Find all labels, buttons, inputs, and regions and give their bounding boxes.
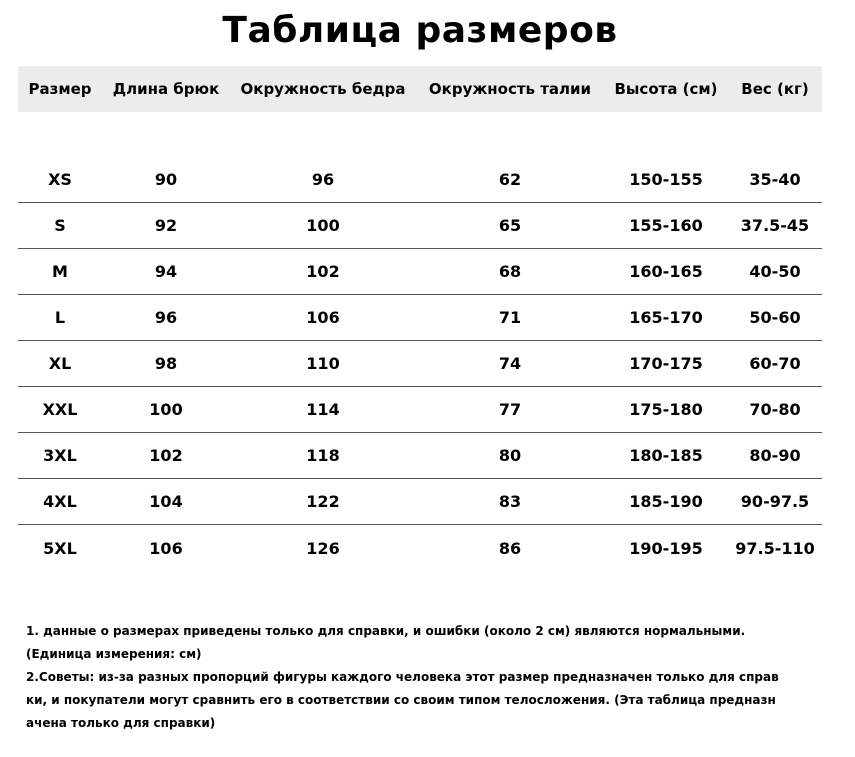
cell-pants-length: 92 <box>154 216 178 235</box>
cell-waist: 65 <box>498 216 522 235</box>
cell-height: 170-175 <box>629 354 703 373</box>
cell-height: 165-170 <box>629 308 703 327</box>
cell-pants-length: 90 <box>154 170 178 189</box>
cell-weight: 35-40 <box>749 170 801 189</box>
cell-size: 5XL <box>43 538 77 558</box>
cell-height: 175-180 <box>629 400 703 419</box>
cell-pants-length: 102 <box>149 446 183 465</box>
cell-weight: 60-70 <box>749 354 801 373</box>
cell-hip: 96 <box>311 170 335 189</box>
cell-size: XS <box>48 170 72 189</box>
table-row <box>18 387 822 433</box>
cell-height: 180-185 <box>629 446 703 465</box>
note-line: 2.Советы: из-за разных пропорций фигуры каждого человека этот размер предназначен только для справ <box>26 670 779 684</box>
table-row <box>18 295 822 341</box>
header-size: Размер <box>28 80 92 98</box>
cell-height: 155-160 <box>629 216 703 235</box>
cell-hip: 114 <box>306 400 340 419</box>
cell-weight: 37.5-45 <box>740 216 810 235</box>
cell-weight: 80-90 <box>749 446 801 465</box>
cell-pants-length: 94 <box>154 262 178 281</box>
note-line: (Единица измерения: см) <box>26 647 202 661</box>
cell-hip: 118 <box>306 446 340 465</box>
cell-height: 190-195 <box>629 538 703 558</box>
cell-hip: 126 <box>306 538 340 558</box>
cell-height: 160-165 <box>629 262 703 281</box>
table-row <box>18 525 822 571</box>
cell-size: XXL <box>42 400 78 419</box>
cell-weight: 97.5-110 <box>735 538 815 558</box>
table-row <box>18 157 822 203</box>
cell-size: 4XL <box>43 492 77 511</box>
table-header-row <box>18 66 822 112</box>
cell-size: L <box>54 308 66 327</box>
table-row <box>18 433 822 479</box>
size-table <box>18 66 822 571</box>
cell-weight: 50-60 <box>749 308 801 327</box>
cell-waist: 77 <box>498 400 522 419</box>
table-spacer <box>18 112 822 157</box>
cell-waist: 71 <box>498 308 522 327</box>
page-title: Таблица размеров <box>222 10 618 51</box>
cell-size: 3XL <box>43 446 77 465</box>
cell-waist: 74 <box>498 354 522 373</box>
cell-pants-length: 98 <box>154 354 178 373</box>
header-hip: Окружность бедра <box>240 80 406 98</box>
cell-size: S <box>54 216 66 235</box>
table-row <box>18 249 822 295</box>
cell-size: M <box>52 262 68 281</box>
header-waist: Окружность талии <box>428 80 592 98</box>
note-line: 1. данные о размерах приведены только для справки, и ошибки (около 2 см) являются нормальными. <box>26 624 746 638</box>
cell-weight: 90-97.5 <box>740 492 810 511</box>
cell-hip: 122 <box>306 492 340 511</box>
cell-pants-length: 96 <box>154 308 178 327</box>
table-row <box>18 203 822 249</box>
table-row <box>18 341 822 387</box>
cell-hip: 110 <box>306 354 340 373</box>
cell-size: XL <box>48 354 72 373</box>
cell-height: 185-190 <box>629 492 703 511</box>
note-line: ки, и покупатели могут сравнить его в соответствии со своим типом телосложения. (Эта таблица предназн <box>26 693 776 707</box>
cell-height: 150-155 <box>629 170 703 189</box>
cell-hip: 106 <box>306 308 340 327</box>
note-line: ачена только для справки) <box>26 716 216 730</box>
cell-waist: 68 <box>498 262 522 281</box>
header-height: Высота (см) <box>614 80 718 98</box>
header-weight: Вес (кг) <box>741 80 809 98</box>
cell-hip: 102 <box>306 262 340 281</box>
cell-weight: 40-50 <box>749 262 801 281</box>
cell-pants-length: 104 <box>149 492 183 511</box>
cell-waist: 62 <box>498 170 522 189</box>
notes-section <box>26 620 816 735</box>
header-pants-length: Длина брюк <box>112 80 220 98</box>
cell-hip: 100 <box>306 216 340 235</box>
table-row <box>18 479 822 525</box>
cell-waist: 86 <box>498 538 522 558</box>
cell-waist: 80 <box>498 446 522 465</box>
cell-pants-length: 100 <box>149 400 183 419</box>
cell-waist: 83 <box>498 492 522 511</box>
cell-pants-length: 106 <box>149 538 183 558</box>
cell-weight: 70-80 <box>749 400 801 419</box>
